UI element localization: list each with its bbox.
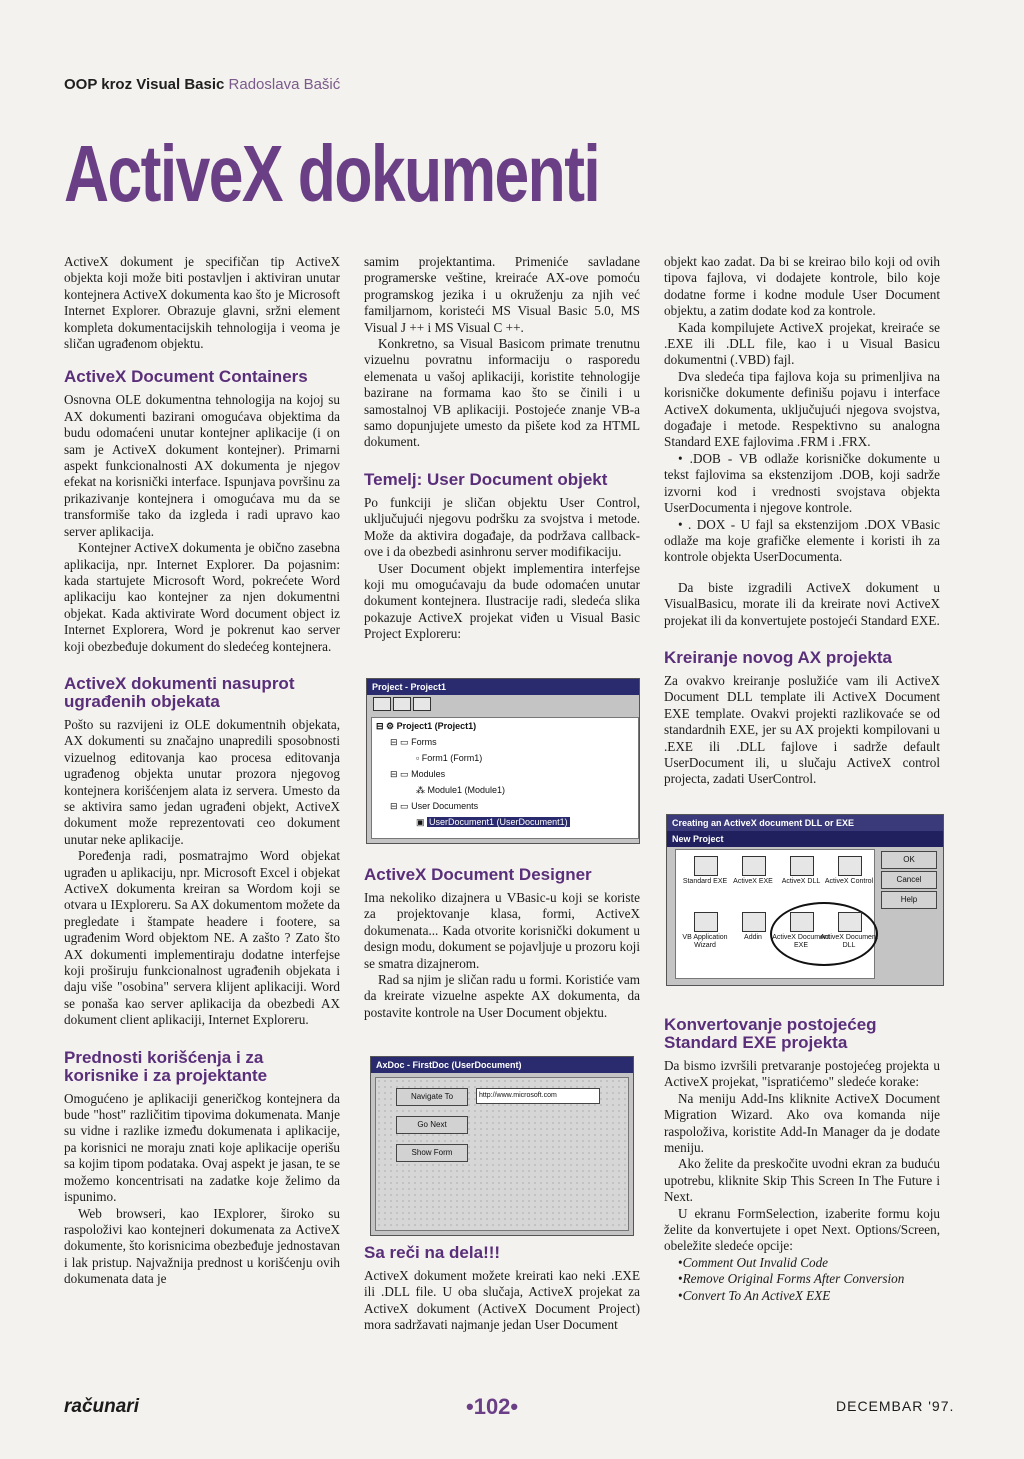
tree-item-project[interactable]: ⊟ ⚙ Project1 (Project1) [376, 721, 477, 731]
toolbar [373, 697, 433, 713]
running-header [64, 76, 340, 93]
header-author: Radoslava Bašić [228, 76, 341, 93]
section-heading: ActiveX Document Designer [364, 865, 592, 884]
column-3 [664, 254, 940, 788]
paragraph: ActiveX dokument je specifičan tip ActiveX objekta koji može biti postavljen i aktiviran unutar kontejnera ActiveX dokumenta kao što je Microsoft Internet Explorer. Obrazuje glavni, sržni element kompleta dokumentacijskih tehnologija i veoma je sličan ugrađenom objektu. [64, 254, 340, 352]
section-heading: Konvertovanje postojećeg Standard EXE projekta [664, 1015, 877, 1052]
project-types-list [675, 849, 878, 979]
toggle-folders-icon [413, 697, 431, 711]
addin-icon[interactable] [742, 912, 766, 932]
options-list [664, 1255, 940, 1304]
icon-label: ActiveX Document DLL [820, 934, 878, 949]
tree-item-module1[interactable]: ⁂ Module1 (Module1) [416, 785, 506, 795]
footer-issue: DECEMBAR '97. [836, 1398, 955, 1414]
paragraph: • . DOX - U fajl sa ekstenzijom .DOX VBasic odlaže ma koje grafičke elemente i koristi ih za kontrole objekta UserDocumenta. [664, 516, 940, 565]
ok-button[interactable]: OK [881, 851, 937, 869]
paragraph: samim projektantima. Primeniće savladane programerske veštine, kreiraće AX-ove pomoću programskog jezika i u okruženju za njih već familjarnom, koristeći MS Visual Basic 5.0, MS Visual J ++ i MS Visual C ++. [364, 254, 640, 335]
design-surface [375, 1077, 629, 1231]
footer-page-number: •102• [466, 1394, 519, 1419]
column-2 [364, 254, 640, 643]
section-heading: Prednosti korišćenja i za korisnike i za projektante [64, 1047, 268, 1085]
project-icon: ⚙ [386, 721, 395, 731]
window-title: Project - Project1 [367, 679, 639, 695]
view-code-icon [373, 697, 391, 711]
icon-label: ActiveX Control [824, 878, 874, 885]
paragraph: Pošto su razvijeni iz OLE dokumentnih objekata, AX dokumenti su značajno unapredili sposobnosti vizuelnog editovanja kao procesa editovanja ugrađenog objekta unutar prozora njegovog kontejnera korišćenjem alata iz servera. Umesto da se aktivira samo jedan ugrađeni objekt, ActiveX dokument može reprezentovati ceo dokument unutar neke aplikacije. [64, 716, 340, 847]
project-tree [371, 717, 639, 839]
folder-icon: ▭ [400, 801, 409, 811]
view-object-icon [393, 697, 411, 711]
paragraph: Poređenja radi, posmatrajmo Word objekat ugrađen u aplikaciju, npr. Microsoft Excel i objekat ActiveX dokumenta kreiran sa Wordom koji se otvara u IExploreru. Sa AX dokumentom možete da pregledate i štampate headere i footere, sa ugrađenim Word objektom NE. A zašto ? Zato što AX dokumenti implementiraju dodatne interfejse koji proširuju funkcionalnost ugrađenih objekata i daju više "osobina" servera klijent aplikaciji. Word se ponaša kao server aplikacija da obezbedi AX dokument client aplikaciji, Internet Exploreru. [64, 848, 340, 1028]
activex-exe-icon[interactable] [742, 856, 766, 876]
list-item: • Remove Original Forms After Conversion [678, 1271, 940, 1287]
tree-item-form1[interactable]: ▫ Form1 (Form1) [416, 753, 483, 763]
section-heading: Kreiranje novog AX projekta [664, 647, 892, 667]
paragraph: U ekranu FormSelection, izaberite formu koju želite da konvertujete i opet Next. Options/Screen, obeležite sledeće opcije: [664, 1205, 940, 1254]
go-next-button[interactable]: Go Next [396, 1116, 468, 1134]
paragraph: Kontejner ActiveX dokumenta je obično zasebna aplikacija, npr. Internet Explorer. Da pojasnim: kada startujete Microsoft Word, pokrećete Word aplikaciju kao kontejner za njen dokumentni objekat. Kada aktivirate Word document object iz Internet Explorera, Word je pokrenut kao server koji obezbeđuje dokument do sledećeg kontejnera. [64, 540, 340, 654]
userdoc-icon: ▣ [416, 817, 425, 827]
list-item: • Comment Out Invalid Code [678, 1255, 940, 1271]
paragraph: Rad sa njim je sličan radu u formi. Koristiće vam da kreirate vizuelne aspekte AX dokumenta, da postavite kontrole na User Document objektu. [364, 972, 640, 1020]
module-icon: ⁂ [416, 785, 425, 795]
folder-icon: ▭ [400, 737, 409, 747]
paragraph: ActiveX dokument možete kreirati kao neki .EXE ili .DLL file. U oba slučaja, ActiveX projekat za ActiveX dokument (ActiveX Document Project) mora sadržavati najmanje jedan User Document [364, 1268, 640, 1333]
paragraph: Ima nekoliko dizajnera u VBasic-u koji se koriste za projektovanje klasa, formi, ActiveX dokumenata... Kada otvorite korisnički dokument u design modu, dokument se pojavljuje u prozoru koji se smatra dizajnerom. [364, 890, 640, 971]
tree-item-userdoc1[interactable]: ▣ UserDocument1 (UserDocument1) [416, 817, 568, 827]
paragraph: Osnovna OLE dokumentna tehnologija na kojoj su AX dokumenti bazirani omogućava objektima da budu odomaćeni unutar kontejner aplikacije (i on sam je ActiveX dokument kontejner). Primarni aspekt funkcionalnosti AX dokumenta je njegov efekat na korisnički interface. Ispunjava površinu za prikazivanje kontejnera i omogućava mu da se transformiše tako da izgleda i radi upravo kao server aplikacija. [64, 392, 340, 539]
project-explorer-figure [366, 678, 640, 844]
dialog-title: New Project [667, 831, 943, 847]
paragraph: Dva sledeća tipa fajlova koja su primenljiva na korisničke dokumente definišu pojavu i interface ActiveX dokumenta, uključujući njegova svojstva, događaje i metode. Respektivno su analogna Standard EXE fajlovima .FRM i .FRX. [664, 368, 940, 450]
section-heading: Temelj: User Document objekt [364, 469, 608, 489]
paragraph: Web browseri, kao IExplorer, široko su raspoloživi kao kontejneri dokumenata za ActiveX dokumente, što korisnicima obezbeđuje jednostavan i lak pristup. Najvažnija prednost u korišćenju ovih dokumenata data je [64, 1205, 340, 1287]
article-title: ActiveX dokumenti [64, 129, 600, 218]
window-title: AxDoc - FirstDoc (UserDocument) [371, 1057, 633, 1073]
header-series: OOP kroz Visual Basic [64, 76, 225, 93]
activex-control-icon[interactable] [838, 856, 862, 876]
tree-item-userdocs[interactable]: ⊟ ▭ User Documents [390, 801, 479, 811]
designer-figure [370, 1056, 634, 1236]
cancel-button[interactable]: Cancel [881, 871, 937, 889]
icon-label: Standard EXE [682, 878, 728, 885]
icon-label: ActiveX EXE [733, 878, 773, 885]
paragraph: objekt kao zadat. Da bi se kreirao bilo koji od ovih tipova fajlova, vi dodajete kontrole, bilo koje dodatne forme i kodne module User Document objektu, a zatim dodate kod za kontrole. [664, 254, 940, 319]
paragraph: Da biste izgradili ActiveX dokument u VisualBasicu, morate ili da kreirate novi ActiveX projekat ili da konvertujete postojeći Standard EXE. [664, 579, 940, 628]
paragraph: • .DOB - VB odlaže korisničke dokumente u tekst fajlovima sa ekstenzijom .DOB, koji sadrže izvorni kod i vrednosti svojstava objekta UserDocumenta i njegove kontrole. [664, 450, 940, 516]
form-icon: ▫ [416, 753, 420, 763]
paragraph: Ako želite da preskočite uvodni ekran za buduću upotrebu, kliknite Skip This Screen In The Future i Next. [664, 1156, 940, 1205]
activex-document-exe-icon[interactable] [790, 912, 814, 932]
tree-item-modules[interactable]: ⊟ ▭ Modules [390, 769, 446, 779]
icon-label: ActiveX Document EXE [772, 934, 830, 949]
url-textbox[interactable]: http://www.microsoft.com [476, 1088, 600, 1104]
wizard-icon[interactable] [694, 912, 718, 932]
icon-label: Addin [744, 934, 762, 941]
paragraph: Po funkciji je sličan objektu User Control, uključujući njegovu podršku za svojstva i metode. Može da aktivira događaje, da podržava callback-ove i da obezbedi asinhronu server modifikaciju. [364, 494, 640, 560]
paragraph: Da bismo izvršili pretvaranje postojećeg projekta u ActiveX projekat, "ispratićemo" sledeće korake: [664, 1058, 940, 1090]
column-2-bottom [364, 1244, 640, 1334]
outer-window-title: Creating an ActiveX document DLL or EXE [667, 815, 943, 831]
list-item: • Convert To An ActiveX EXE [678, 1288, 940, 1304]
column-2-lower [364, 866, 640, 1021]
section-heading: Sa reči na dela!!! [364, 1243, 501, 1262]
standard-exe-icon[interactable] [694, 856, 718, 876]
icon-label: VB Application Wizard [682, 934, 728, 949]
new-project-figure [666, 814, 944, 986]
activex-dll-icon[interactable] [790, 856, 814, 876]
section-heading: ActiveX dokumenti nasuprot ugrađenih objekata [64, 673, 295, 711]
show-form-button[interactable]: Show Form [396, 1144, 468, 1162]
paragraph: Kada kompilujete ActiveX projekat, kreiraće se .EXE ili .DLL file, kao i u Visual Basicu dokumentni (.VBD) fajl. [664, 319, 940, 368]
footer-magazine: računari [64, 1396, 139, 1417]
column-1 [64, 254, 340, 1288]
paragraph: Konkretno, sa Visual Basicom primate trenutnu vizuelnu povratnu informaciju o rasporedu elemenata u vašoj aplikaciji, koristite tehnologije bazirane na formama kao što se činili i u samostalnoj VB aplikaciji. Postojeće znanje VB-a samo dopunjujete umesto da pišete kod za HTML dokument. [364, 336, 640, 450]
paragraph: Za ovakvo kreiranje poslužiće vam ili ActiveX Document DLL template ili ActiveX Document EXE template. Ovakvi projekti razlikovaće se od standardnih EXE, jer su AX projekti kompilovani u .EXE ili .DLL fajlove i sadrže default UserDocument ili, u slučaju ActiveX control projecta, zadati UserControl. [664, 672, 940, 787]
navigate-button[interactable]: Navigate To [396, 1088, 468, 1106]
paragraph: Omogućeno je aplikaciji generičkog kontejnera da bude "host" različitim tipovima dokumenata. Manje su vidne i razlike između dokumenata i aplikacije, pa korisnici ne moraju znati koje aplikacije operišu sa kojim tipom podataka. Ovaj aspekt je jasan, te se možemo koncentrisati na zadatke koje želimo da ispunimo. [64, 1090, 340, 1205]
paragraph: Na meniju Add-Ins kliknite ActiveX Document Migration Wizard. Ako ova komanda nije raspoloživa, koristite Add-In Manager da je dodate meniju. [664, 1090, 940, 1156]
help-button[interactable]: Help [881, 891, 937, 909]
tree-item-forms[interactable]: ⊟ ▭ Forms [390, 737, 437, 747]
section-heading: ActiveX Document Containers [64, 367, 308, 387]
column-3-lower [664, 1016, 940, 1304]
activex-document-dll-icon[interactable] [838, 912, 862, 932]
folder-icon: ▭ [400, 769, 409, 779]
icon-label: ActiveX DLL [781, 878, 821, 885]
paragraph: User Document objekt implementira interfejse koji mu omogućavaju da bude odomaćen unutar dokument kontejnera. Ilustracije radi, sledeća slika pokazuje ActiveX projekat viđen u Visual Basic Project Exploreru: [364, 560, 640, 642]
